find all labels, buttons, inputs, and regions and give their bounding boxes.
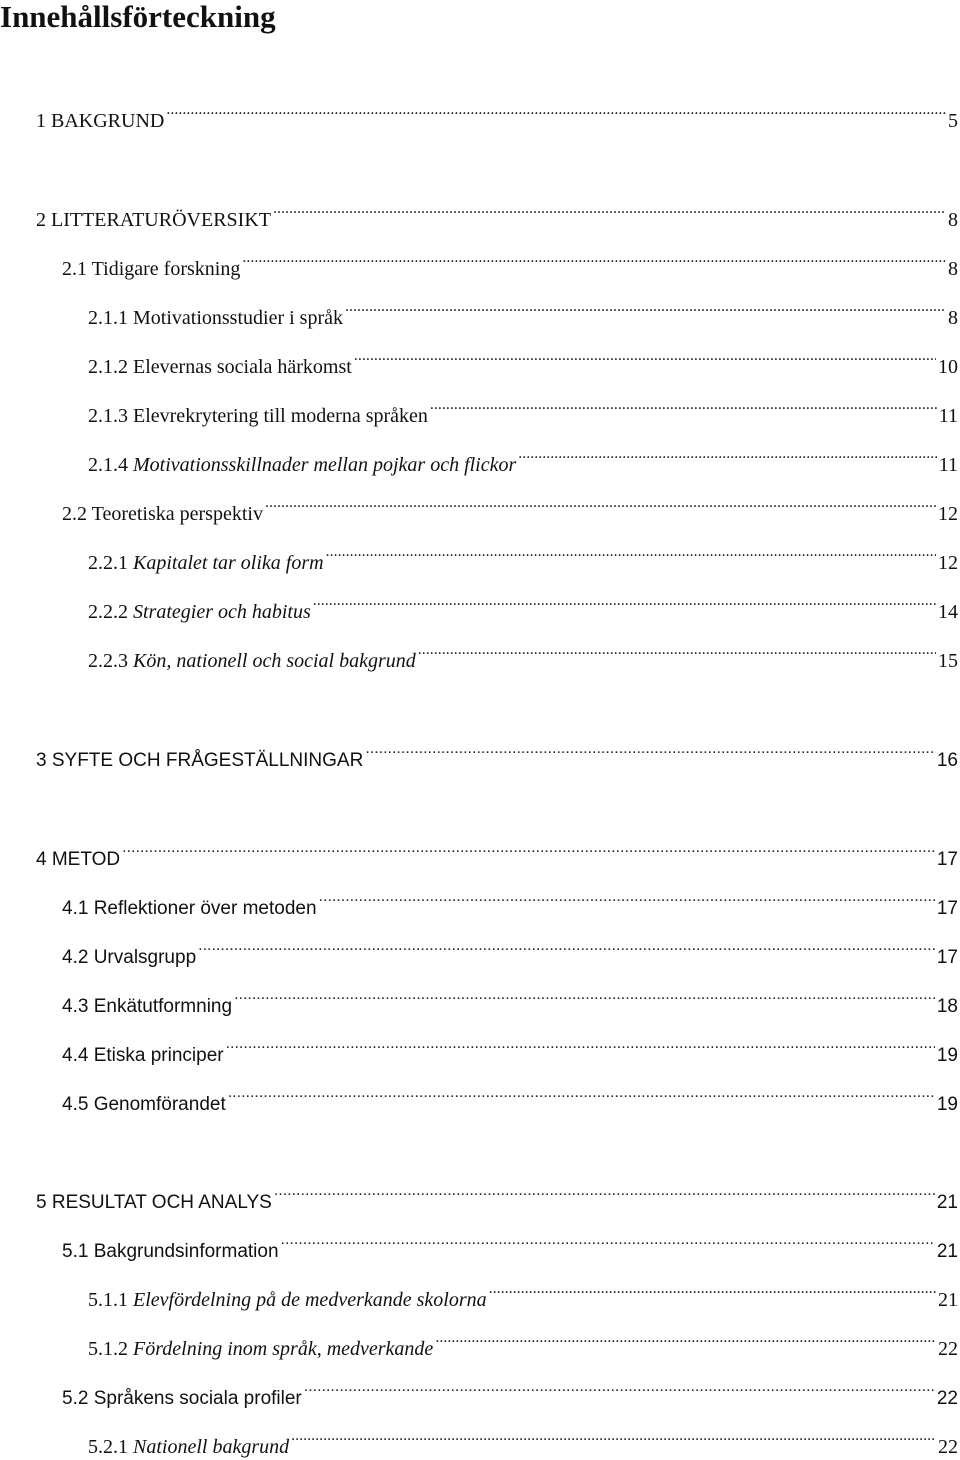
dot-leader	[489, 1280, 936, 1306]
toc-number: 2.2	[62, 503, 87, 525]
toc-number: 5.2.1	[88, 1436, 128, 1458]
toc-page: 12	[938, 503, 958, 525]
toc-entry-2-1-1[interactable]	[88, 298, 958, 329]
dot-leader	[304, 1378, 935, 1404]
toc-page: 22	[936, 1388, 958, 1409]
toc-page: 21	[936, 1241, 958, 1262]
toc-text: Elevernas sociala härkomst	[133, 356, 352, 378]
toc-entry-5[interactable]	[36, 1182, 958, 1213]
toc-entry-4-3[interactable]	[62, 986, 958, 1017]
dot-leader	[234, 986, 935, 1012]
toc-page: 11	[938, 454, 958, 476]
toc-page: 22	[938, 1436, 958, 1458]
dot-leader	[435, 1329, 936, 1355]
dot-leader	[345, 298, 946, 324]
dot-leader	[265, 494, 936, 520]
toc-entry-2[interactable]	[36, 200, 958, 231]
toc-page: 8	[948, 307, 958, 329]
toc-entry-1[interactable]	[36, 101, 958, 132]
toc-entry-5-1-1[interactable]	[88, 1280, 958, 1311]
toc-number: 2.1.2	[88, 356, 128, 378]
toc-text: Enkätutformning	[93, 996, 233, 1017]
toc-page: 17	[936, 898, 958, 919]
toc-entry-2-2[interactable]	[62, 494, 958, 525]
toc-entry-3[interactable]	[36, 740, 958, 771]
toc-page: 19	[936, 1045, 958, 1066]
toc-text: LITTERATURÖVERSIKT	[51, 209, 271, 231]
dot-leader	[313, 592, 936, 618]
toc-number: 2.1	[62, 258, 87, 280]
toc-number: 4.2	[62, 947, 89, 968]
toc-number: 2.2.3	[88, 650, 128, 672]
toc-entry-2-2-3[interactable]	[88, 641, 958, 672]
toc-text: Elevfördelning på de medverkande skolorna	[133, 1289, 487, 1311]
toc-number: 2.1.3	[88, 405, 128, 427]
toc-number: 5.2	[62, 1388, 89, 1409]
toc-number: 1	[36, 110, 46, 132]
toc-text: Bakgrundsinformation	[93, 1241, 279, 1262]
dot-leader	[274, 1182, 935, 1208]
toc-text: Kön, nationell och social bakgrund	[133, 650, 416, 672]
toc-text: SYFTE OCH FRÅGESTÄLLNINGAR	[51, 750, 364, 771]
toc-entry-5-2[interactable]	[62, 1378, 958, 1409]
dot-leader	[242, 249, 946, 275]
toc-entry-2-1[interactable]	[62, 249, 958, 280]
dot-leader	[198, 937, 935, 963]
toc-entry-4[interactable]	[36, 839, 958, 870]
toc-number: 5	[36, 1192, 47, 1213]
toc-page: 8	[948, 258, 958, 280]
toc-text: Nationell bakgrund	[133, 1436, 290, 1458]
toc-number: 2.2.2	[88, 601, 128, 623]
dot-leader	[319, 888, 935, 914]
toc-text: Etiska principer	[93, 1045, 224, 1066]
toc-number: 4.4	[62, 1045, 89, 1066]
toc-entry-5-1-2[interactable]	[88, 1329, 958, 1360]
dot-leader	[518, 445, 936, 471]
toc-page: 17	[936, 947, 958, 968]
toc-text: BAKGRUND	[51, 110, 165, 132]
toc-page: 5	[948, 110, 958, 132]
toc-page: 15	[938, 650, 958, 672]
toc-entry-2-1-4[interactable]	[88, 445, 958, 476]
toc-page: 11	[938, 405, 958, 427]
toc-text: Elevrekrytering till moderna språken	[133, 405, 428, 427]
dot-leader	[281, 1231, 935, 1257]
dot-leader	[226, 1035, 935, 1061]
toc-entry-5-1[interactable]	[62, 1231, 958, 1262]
toc-page: 8	[948, 209, 958, 231]
dot-leader	[354, 347, 936, 373]
dot-leader	[326, 543, 936, 569]
toc-entry-5-2-1[interactable]	[88, 1427, 958, 1458]
dot-leader	[418, 641, 936, 667]
toc-text: Språkens sociala profiler	[93, 1388, 302, 1409]
toc-number: 5.1	[62, 1241, 89, 1262]
toc-text: Urvalsgrupp	[93, 947, 197, 968]
dot-leader	[122, 839, 935, 865]
dot-leader	[291, 1427, 936, 1453]
toc-text: Fördelning inom språk, medverkande	[133, 1338, 434, 1360]
toc-number: 5.1.1	[88, 1289, 128, 1311]
toc-text: Genomförandet	[93, 1094, 226, 1115]
toc-page: 18	[936, 996, 958, 1017]
toc-number: 4	[36, 849, 47, 870]
toc-entry-4-5[interactable]	[62, 1084, 958, 1115]
toc-entry-4-4[interactable]	[62, 1035, 958, 1066]
toc-number: 2	[36, 209, 46, 231]
toc-entry-2-1-3[interactable]	[88, 396, 958, 427]
toc-text: Motivationsstudier i språk	[133, 307, 343, 329]
toc-page: 16	[936, 750, 958, 771]
toc-entry-2-2-1[interactable]	[88, 543, 958, 574]
toc-text: Kapitalet tar olika form	[133, 552, 324, 574]
toc-text: Motivationsskillnader mellan pojkar och flickor	[133, 454, 517, 476]
toc-number: 2.1.4	[88, 454, 128, 476]
toc-number: 4.3	[62, 996, 89, 1017]
toc-text: Tidigare forskning	[91, 258, 241, 280]
toc-text: RESULTAT OCH ANALYS	[51, 1192, 272, 1213]
toc-text: Teoretiska perspektiv	[91, 503, 263, 525]
toc-text: METOD	[51, 849, 121, 870]
dot-leader	[365, 740, 935, 766]
toc-number: 4.1	[62, 898, 89, 919]
toc-page: 17	[936, 849, 958, 870]
dot-leader	[430, 396, 937, 422]
toc-number: 2.2.1	[88, 552, 128, 574]
toc-page: 12	[938, 552, 958, 574]
dot-leader	[166, 101, 946, 127]
toc-page: 14	[938, 601, 958, 623]
page-title: Innehållsförteckning	[0, 0, 276, 34]
toc-number: 3	[36, 750, 47, 771]
toc-entry-4-2[interactable]	[62, 937, 958, 968]
toc-page: 19	[936, 1094, 958, 1115]
toc-number: 4.5	[62, 1094, 89, 1115]
toc-entry-4-1[interactable]	[62, 888, 958, 919]
toc-text: Strategier och habitus	[133, 601, 311, 623]
toc-text: Reflektioner över metoden	[93, 898, 317, 919]
dot-leader	[228, 1084, 935, 1110]
toc-number: 5.1.2	[88, 1338, 128, 1360]
toc-page: 22	[938, 1338, 958, 1360]
toc-entry-2-1-2[interactable]	[88, 347, 958, 378]
toc-number: 2.1.1	[88, 307, 128, 329]
toc-page: 21	[938, 1289, 958, 1311]
toc-page: 10	[938, 356, 958, 378]
toc-page: 21	[936, 1192, 958, 1213]
dot-leader	[273, 200, 946, 226]
toc-entry-2-2-2[interactable]	[88, 592, 958, 623]
